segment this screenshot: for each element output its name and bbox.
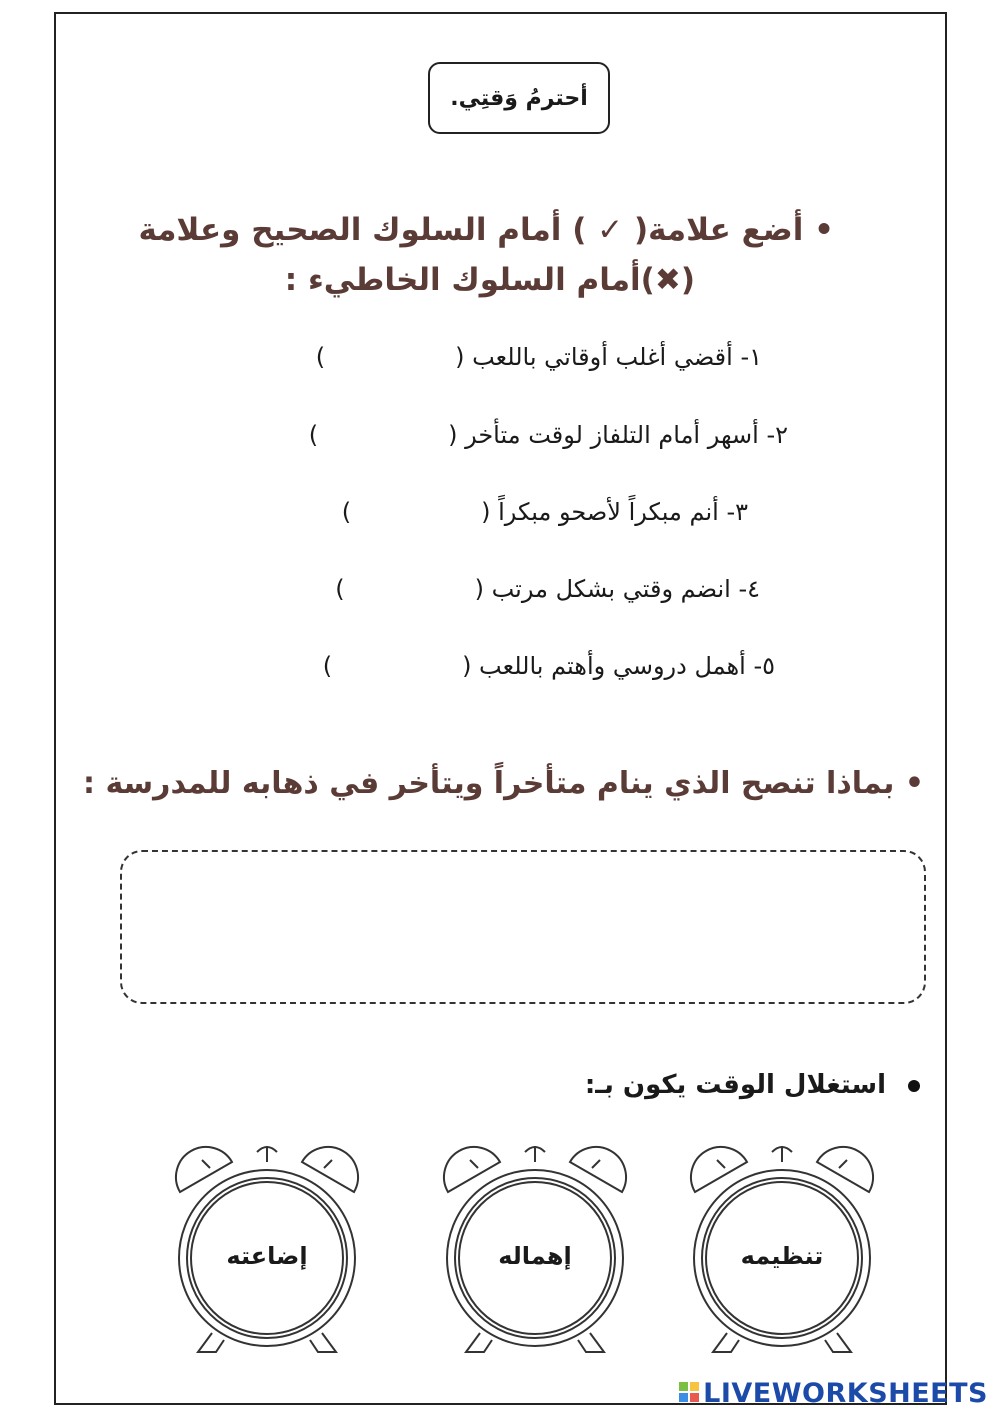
instruction-heading-line1: • أضع علامة( ✓ ) أمام السلوك الصحيح وعلامة (138, 212, 834, 248)
question-item-1 (316, 343, 762, 371)
close-paren: ) (335, 575, 345, 603)
time-usage-heading (585, 1070, 920, 1100)
question-text: ٢- أسهر أمام التلفاز لوقت متأخر ( (448, 421, 788, 449)
question-text: ٤- انضم وقتي بشكل مرتب ( (474, 575, 760, 603)
time-usage-heading-text: استغلال الوقت يكون بـ: (584, 1070, 886, 1100)
instruction-heading-line2: (✖)أمام السلوك الخاطيء : (284, 262, 695, 298)
liveworksheets-logo-icon (678, 1379, 700, 1410)
question-item-2 (309, 421, 788, 449)
close-paren: ) (341, 498, 352, 526)
page-title: أحترمُ وَقتِي. (450, 85, 588, 111)
clock-option-waste[interactable] (172, 1138, 362, 1368)
clock-label: إهماله (498, 1242, 572, 1270)
question-item-3 (342, 498, 748, 526)
clock-label: تنظيمه (740, 1242, 824, 1270)
question-text: ٣- أنم مبكراً لأصحو مبكراً ( (481, 498, 748, 526)
question-item-5 (323, 652, 775, 680)
advice-question-heading: • بماذا تنصح الذي ينام متأخراً ويتأخر في ذهابه للمدرسة : (83, 766, 924, 801)
clock-label: إضاعته (226, 1242, 308, 1270)
close-paren: ) (322, 652, 333, 680)
clock-option-neglect[interactable] (440, 1138, 630, 1368)
brand-text: LIVEWORKSHEETS (703, 1378, 988, 1409)
title-box (428, 62, 610, 134)
bullet-icon (908, 1080, 920, 1092)
close-paren: ) (315, 343, 326, 371)
close-paren: ) (308, 421, 319, 449)
question-text: ٥- أهمل دروسي وأهتم باللعب ( (462, 652, 775, 680)
advice-answer-box[interactable] (120, 850, 926, 1004)
question-text: ١- أقضي أغلب أوقاتي باللعب ( (455, 343, 762, 371)
liveworksheets-brand[interactable] (678, 1378, 988, 1410)
question-item-4 (335, 575, 760, 603)
clock-option-organize[interactable] (687, 1138, 877, 1368)
